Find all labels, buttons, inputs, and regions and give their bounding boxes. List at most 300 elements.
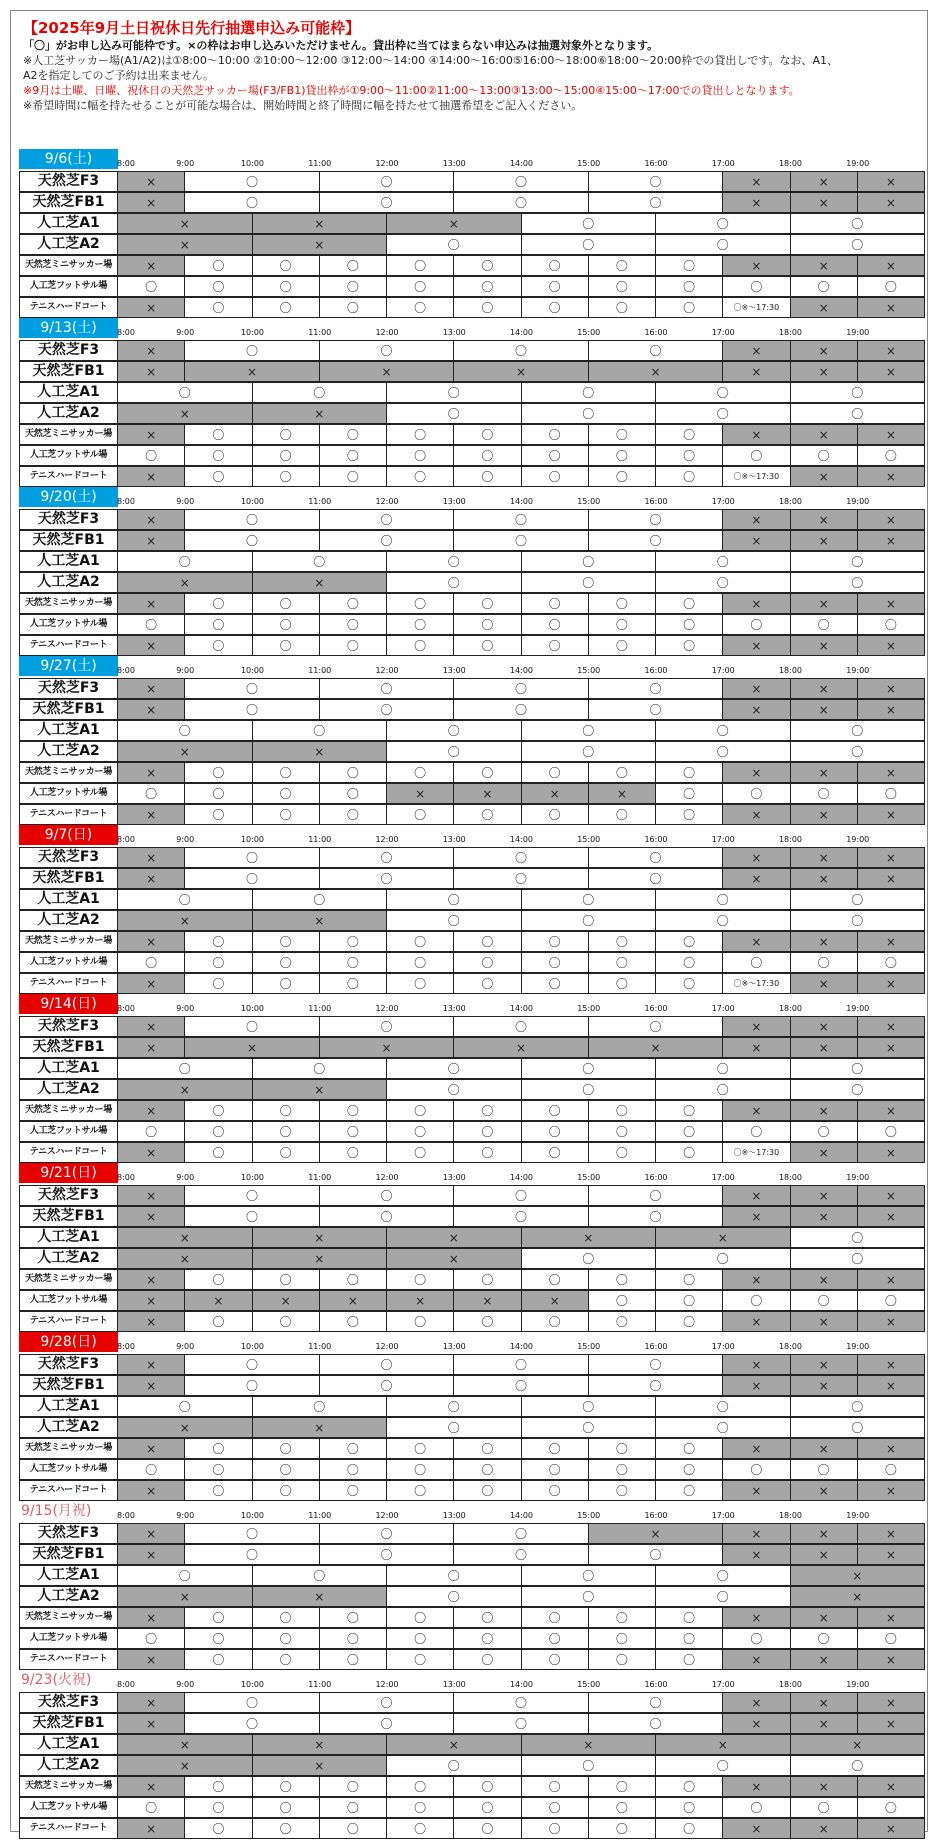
slot-unavailable: ×	[252, 1227, 388, 1248]
slot-available: 〇	[655, 762, 723, 783]
slot-available: 〇	[319, 1375, 455, 1396]
slot-available: 〇	[117, 1565, 253, 1586]
slot-unavailable: ×	[857, 804, 925, 825]
slot-available: 〇	[184, 1797, 252, 1818]
slot-unavailable: ×	[722, 255, 790, 276]
slot-available: 〇	[588, 1269, 656, 1290]
slot-unavailable: ×	[857, 1142, 925, 1163]
slot-unavailable: ×	[722, 868, 790, 889]
slot-available: 〇	[588, 1206, 724, 1227]
slot-unavailable: ×	[117, 255, 185, 276]
slot-unavailable: ×	[117, 1185, 185, 1206]
time-label: 18:00	[778, 1680, 803, 1689]
facility-row	[19, 424, 925, 445]
slot-available: 〇	[184, 1628, 252, 1649]
facility-row	[19, 1311, 925, 1332]
slot-available: 〇	[386, 1755, 522, 1776]
slot-unavailable: ×	[790, 1185, 858, 1206]
slot-available: 〇	[453, 952, 521, 973]
slot-available: 〇	[588, 1628, 656, 1649]
facility-name: 天然芝F3	[19, 340, 118, 361]
slot-available: 〇	[386, 1586, 522, 1607]
slot-available: 〇	[184, 1692, 320, 1713]
time-label: 16:00	[644, 1004, 668, 1013]
slot-available: 〇	[453, 1713, 589, 1734]
slot-unavailable: ×	[857, 1354, 925, 1375]
facility-row	[19, 1058, 925, 1079]
time-label: 19:00	[846, 159, 870, 168]
facility-name: 天然芝ミニサッカー場	[19, 255, 118, 276]
time-label: 19:00	[846, 1342, 870, 1351]
facility-row	[19, 1818, 925, 1839]
slot-unavailable: ×	[857, 1607, 925, 1628]
slot-available: 〇	[521, 762, 589, 783]
slot-available: 〇	[184, 424, 252, 445]
facility-name: 天然芝ミニサッカー場	[19, 424, 118, 445]
slot-unavailable: ×	[790, 1142, 858, 1163]
slot-unavailable: ×	[117, 1649, 185, 1670]
slot-unavailable: ×	[857, 171, 925, 192]
facility-name: 天然芝FB1	[19, 1206, 118, 1227]
slot-available: 〇	[319, 931, 387, 952]
slot-unavailable: ×	[722, 593, 790, 614]
time-label: 14:00	[509, 1342, 534, 1351]
slot-available: 〇	[184, 847, 320, 868]
slot-available: 〇	[857, 1459, 925, 1480]
slot-available: 〇	[722, 1290, 790, 1311]
slot-unavailable: ×	[790, 171, 858, 192]
slot-available: 〇	[655, 1269, 723, 1290]
slot-available: 〇	[790, 1079, 926, 1100]
slot-available: 〇	[588, 297, 656, 318]
slot-unavailable: ×	[453, 1290, 521, 1311]
slot-unavailable: ×	[857, 847, 925, 868]
time-label: 15:00	[577, 1680, 601, 1689]
slot-available: 〇	[386, 1142, 454, 1163]
slot-available: 〇	[252, 720, 388, 741]
slot-unavailable: ×	[117, 635, 185, 656]
day-block	[19, 1332, 925, 1501]
slot-available: 〇	[319, 1692, 455, 1713]
slot-available: 〇	[655, 466, 723, 487]
slot-unavailable: ×	[857, 1649, 925, 1670]
facility-name: 人工芝フットサル場	[19, 1459, 118, 1480]
time-label: 15:00	[577, 328, 601, 337]
slot-unavailable: ×	[722, 931, 790, 952]
facility-name: 人工芝A2	[19, 403, 118, 424]
slot-unavailable: ×	[117, 1692, 185, 1713]
facility-name: 天然芝F3	[19, 1185, 118, 1206]
slot-available: 〇	[184, 466, 252, 487]
slot-available: 〇	[184, 255, 252, 276]
slot-unavailable: ×	[319, 361, 455, 382]
slot-available: 〇	[521, 255, 589, 276]
time-label: 12:00	[375, 159, 399, 168]
time-label: 18:00	[778, 328, 803, 337]
facility-row	[19, 509, 925, 530]
slot-available: 〇	[453, 1628, 521, 1649]
slot-available: 〇	[453, 445, 521, 466]
slot-available: 〇	[655, 741, 791, 762]
slot-available: 〇	[184, 1544, 320, 1565]
facility-name: テニスハードコート	[19, 635, 118, 656]
facility-name: 人工芝A1	[19, 1565, 118, 1586]
facility-name: 天然芝FB1	[19, 1713, 118, 1734]
time-label: 9:00	[176, 1342, 195, 1351]
slot-available: 〇	[252, 424, 320, 445]
slot-available: 〇	[655, 234, 791, 255]
slot-available: 〇	[453, 973, 521, 994]
slot-unavailable: ×	[790, 1100, 858, 1121]
slot-unavailable: ×	[722, 1375, 790, 1396]
time-label: 18:00	[778, 1342, 803, 1351]
slot-available: 〇	[453, 1375, 589, 1396]
slot-unavailable: ×	[790, 868, 858, 889]
slot-available: 〇	[655, 551, 791, 572]
slot-available: 〇	[588, 847, 724, 868]
time-label: 11:00	[308, 497, 332, 506]
time-label: 11:00	[308, 1173, 332, 1182]
slot-unavailable: ×	[386, 783, 454, 804]
slot-available: 〇	[252, 551, 388, 572]
facility-name: 天然芝FB1	[19, 530, 118, 551]
slot-available: 〇	[453, 276, 521, 297]
slot-unavailable: ×	[117, 1734, 253, 1755]
slot-unavailable: ×	[252, 1755, 388, 1776]
time-label: 18:00	[778, 1511, 803, 1520]
slot-available: 〇	[319, 1628, 387, 1649]
slot-available: 〇	[453, 699, 589, 720]
facility-row	[19, 1269, 925, 1290]
slot-available: 〇	[252, 931, 320, 952]
slot-unavailable: ×	[722, 1713, 790, 1734]
slot-available: 〇	[521, 1079, 657, 1100]
slot-unavailable: ×	[857, 1037, 925, 1058]
facility-row	[19, 1523, 925, 1544]
time-label: 8:00	[117, 1511, 135, 1520]
slot-available: 〇	[117, 445, 185, 466]
slot-available: 〇	[521, 276, 589, 297]
slot-unavailable: ×	[790, 340, 858, 361]
slot-available: 〇	[521, 614, 589, 635]
slot-available: 〇	[386, 1058, 522, 1079]
time-label: 9:00	[176, 328, 195, 337]
slot-available: 〇	[319, 1438, 387, 1459]
slot-available: 〇	[184, 614, 252, 635]
slot-available: 〇	[453, 1016, 589, 1037]
slot-unavailable: ×	[117, 1818, 185, 1839]
slot-available: 〇	[521, 445, 589, 466]
slot-unavailable: ×	[453, 1037, 589, 1058]
slot-unavailable: ×	[117, 171, 185, 192]
slot-available: 〇	[655, 572, 791, 593]
facility-row	[19, 762, 925, 783]
facility-row	[19, 973, 925, 994]
slot-unavailable: ×	[521, 1290, 589, 1311]
slot-available: 〇	[655, 910, 791, 931]
slot-available: 〇	[117, 1396, 253, 1417]
slot-available: 〇	[184, 1438, 252, 1459]
slot-available: 〇	[655, 1649, 723, 1670]
slot-unavailable: ×	[117, 1438, 185, 1459]
slot-unavailable: ×	[857, 1311, 925, 1332]
slot-unavailable: ×	[117, 1206, 185, 1227]
slot-unavailable: ×	[790, 699, 858, 720]
slot-unavailable: ×	[857, 1438, 925, 1459]
time-label: 9:00	[176, 159, 195, 168]
slot-available: 〇	[521, 1586, 657, 1607]
slot-unavailable: ×	[252, 910, 388, 931]
slot-unavailable: ×	[857, 1692, 925, 1713]
slot-unavailable: ×	[790, 1734, 926, 1755]
slot-unavailable: ×	[117, 1100, 185, 1121]
slot-available: 〇	[319, 1311, 387, 1332]
slot-unavailable: ×	[117, 340, 185, 361]
slot-available: 〇	[184, 1649, 252, 1670]
slot-unavailable: ×	[117, 1037, 185, 1058]
slot-unavailable: ×	[117, 1079, 253, 1100]
slot-available: 〇	[857, 1290, 925, 1311]
slot-available: 〇	[453, 1269, 521, 1290]
slot-available: 〇	[790, 1396, 926, 1417]
slot-available: 〇	[453, 678, 589, 699]
slot-unavailable: ×	[588, 1037, 724, 1058]
date-label: 9/21(日)	[19, 1163, 118, 1183]
slot-available: 〇	[184, 783, 252, 804]
slot-available: 〇	[588, 699, 724, 720]
slot-available: 〇	[319, 1142, 387, 1163]
slot-available: 〇	[319, 276, 387, 297]
slot-available: 〇	[453, 1311, 521, 1332]
facility-row	[19, 889, 925, 910]
facility-name: 人工芝A1	[19, 1734, 118, 1755]
slot-available: 〇	[386, 445, 454, 466]
slot-available: 〇	[790, 1058, 926, 1079]
facility-name: 天然芝F3	[19, 678, 118, 699]
slot-available: 〇	[521, 466, 589, 487]
time-label: 19:00	[846, 1680, 870, 1689]
time-label: 10:00	[240, 666, 265, 675]
slot-available: 〇	[184, 1121, 252, 1142]
slot-unavailable: ×	[722, 1438, 790, 1459]
time-label: 19:00	[846, 666, 870, 675]
slot-available: 〇	[588, 868, 724, 889]
slot-available: 〇	[655, 424, 723, 445]
slot-available: 〇	[588, 1354, 724, 1375]
slot-unavailable: ×	[857, 1375, 925, 1396]
slot-available: 〇	[655, 783, 723, 804]
slot-available: 〇	[386, 1776, 454, 1797]
slot-available: 〇	[790, 1248, 926, 1269]
slot-available: 〇	[252, 1776, 320, 1797]
slot-available: 〇	[184, 1523, 320, 1544]
slot-available: 〇	[857, 276, 925, 297]
slot-available: 〇	[252, 1818, 320, 1839]
time-label: 15:00	[577, 1173, 601, 1182]
slot-available: 〇	[655, 382, 791, 403]
slot-available: 〇	[386, 1818, 454, 1839]
slot-available: 〇	[655, 1121, 723, 1142]
slot-unavailable: ×	[790, 1565, 926, 1586]
time-label: 15:00	[577, 1342, 601, 1351]
slot-unavailable: ×	[790, 1037, 858, 1058]
facility-name: テニスハードコート	[19, 804, 118, 825]
slot-available: 〇	[790, 445, 858, 466]
slot-available: 〇	[790, 741, 926, 762]
time-label: 8:00	[117, 835, 135, 844]
slot-unavailable: ×	[117, 762, 185, 783]
slot-available: 〇	[453, 1544, 589, 1565]
facility-row	[19, 171, 925, 192]
slot-available: 〇	[252, 1480, 320, 1501]
slot-available: 〇	[453, 635, 521, 656]
slot-unavailable: ×	[722, 678, 790, 699]
slot-unavailable: ×	[117, 1607, 185, 1628]
facility-row	[19, 593, 925, 614]
slot-unavailable: ×	[184, 1290, 252, 1311]
slot-available: 〇	[453, 847, 589, 868]
time-label: 10:00	[240, 835, 265, 844]
slot-available: 〇	[790, 910, 926, 931]
slot-available: 〇	[386, 1628, 454, 1649]
slot-available: 〇	[319, 171, 455, 192]
slot-unavailable: ×	[722, 1100, 790, 1121]
facility-row	[19, 1100, 925, 1121]
facility-name: 天然芝F3	[19, 847, 118, 868]
slot-available: 〇	[319, 699, 455, 720]
slot-available: 〇	[386, 889, 522, 910]
facility-row	[19, 1396, 925, 1417]
time-label: 8:00	[117, 1680, 135, 1689]
slot-available: 〇	[386, 952, 454, 973]
slot-available: 〇	[588, 1438, 656, 1459]
slot-available: 〇	[521, 1776, 589, 1797]
time-label: 11:00	[308, 328, 332, 337]
slot-available: 〇	[655, 1607, 723, 1628]
facility-row	[19, 1734, 925, 1755]
slot-available: 〇	[117, 783, 185, 804]
date-label: 9/14(日)	[19, 994, 118, 1014]
slot-available: 〇	[655, 276, 723, 297]
slot-available: 〇	[655, 952, 723, 973]
slot-available: 〇	[453, 297, 521, 318]
slot-available: 〇	[386, 234, 522, 255]
facility-name: テニスハードコート	[19, 973, 118, 994]
slot-available: 〇	[588, 1607, 656, 1628]
facility-name: 人工芝フットサル場	[19, 952, 118, 973]
slot-unavailable: ×	[117, 1227, 253, 1248]
slot-available: 〇	[184, 699, 320, 720]
slot-available: 〇	[655, 255, 723, 276]
facility-row	[19, 1375, 925, 1396]
slot-available: 〇	[386, 403, 522, 424]
facility-name: 天然芝FB1	[19, 868, 118, 889]
time-label: 11:00	[308, 1680, 332, 1689]
slot-unavailable: ×	[790, 297, 858, 318]
slot-available: 〇	[655, 445, 723, 466]
slot-unavailable: ×	[117, 847, 185, 868]
slot-available: 〇	[588, 1185, 724, 1206]
slot-available: 〇	[790, 1459, 858, 1480]
slot-unavailable: ×	[790, 1649, 858, 1670]
slot-available: 〇	[184, 1185, 320, 1206]
slot-available: 〇	[386, 1396, 522, 1417]
slot-unavailable: ×	[857, 1713, 925, 1734]
slot-available: 〇	[655, 1480, 723, 1501]
slot-unavailable: ×	[117, 1290, 185, 1311]
slot-available: 〇	[521, 1121, 589, 1142]
facility-name: 天然芝ミニサッカー場	[19, 762, 118, 783]
slot-unavailable: ×	[790, 530, 858, 551]
slot-unavailable: ×	[722, 340, 790, 361]
slot-unavailable: ×	[790, 361, 858, 382]
slot-available: 〇	[386, 931, 454, 952]
slot-unavailable: ×	[790, 1818, 858, 1839]
slot-available: 〇	[521, 593, 589, 614]
slot-available: 〇	[252, 1797, 320, 1818]
slot-available: 〇	[722, 952, 790, 973]
facility-name: 天然芝ミニサッカー場	[19, 1269, 118, 1290]
slot-available: 〇	[319, 530, 455, 551]
slot-available: 〇	[588, 614, 656, 635]
slot-available: 〇	[252, 593, 320, 614]
facility-name: 人工芝A1	[19, 382, 118, 403]
slot-available: 〇	[790, 1417, 926, 1438]
slot-available: 〇	[588, 424, 656, 445]
slot-unavailable: ×	[386, 1248, 522, 1269]
slot-available: 〇	[453, 1649, 521, 1670]
slot-unavailable: ×	[252, 403, 388, 424]
date-label: 9/28(日)	[19, 1332, 118, 1352]
time-label: 12:00	[375, 1173, 399, 1182]
slot-available: 〇	[521, 1628, 589, 1649]
day-block	[19, 1670, 925, 1839]
slot-unavailable: ×	[252, 741, 388, 762]
slot-unavailable: ×	[722, 171, 790, 192]
slot-unavailable: ×	[857, 1480, 925, 1501]
slot-available: 〇	[453, 1100, 521, 1121]
slot-available: 〇	[386, 762, 454, 783]
slot-available: 〇	[184, 1480, 252, 1501]
slot-available: 〇	[252, 466, 320, 487]
time-label: 14:00	[509, 497, 534, 506]
time-label: 11:00	[308, 159, 332, 168]
time-label: 17:00	[711, 835, 735, 844]
slot-unavailable: ×	[857, 1544, 925, 1565]
slot-available: 〇	[319, 297, 387, 318]
slot-unavailable: ×	[117, 1713, 185, 1734]
facility-name: 天然芝FB1	[19, 1544, 118, 1565]
time-label: 13:00	[442, 666, 466, 675]
slot-unavailable: ×	[790, 1713, 858, 1734]
slot-unavailable: ×	[521, 1227, 657, 1248]
slot-available: 〇	[521, 403, 657, 424]
slot-available: 〇	[319, 1185, 455, 1206]
slot-available: 〇	[655, 1818, 723, 1839]
facility-name: テニスハードコート	[19, 1142, 118, 1163]
slot-available: 〇	[790, 1227, 926, 1248]
slot-available: 〇	[588, 762, 656, 783]
facility-name: 人工芝A2	[19, 741, 118, 762]
slot-available: 〇	[453, 1480, 521, 1501]
slot-available: 〇	[588, 1290, 656, 1311]
slot-unavailable: ×	[857, 699, 925, 720]
facility-row	[19, 1713, 925, 1734]
slot-available: 〇	[386, 1565, 522, 1586]
slot-available: 〇	[588, 1480, 656, 1501]
slot-available: 〇	[117, 720, 253, 741]
day-block	[19, 825, 925, 994]
